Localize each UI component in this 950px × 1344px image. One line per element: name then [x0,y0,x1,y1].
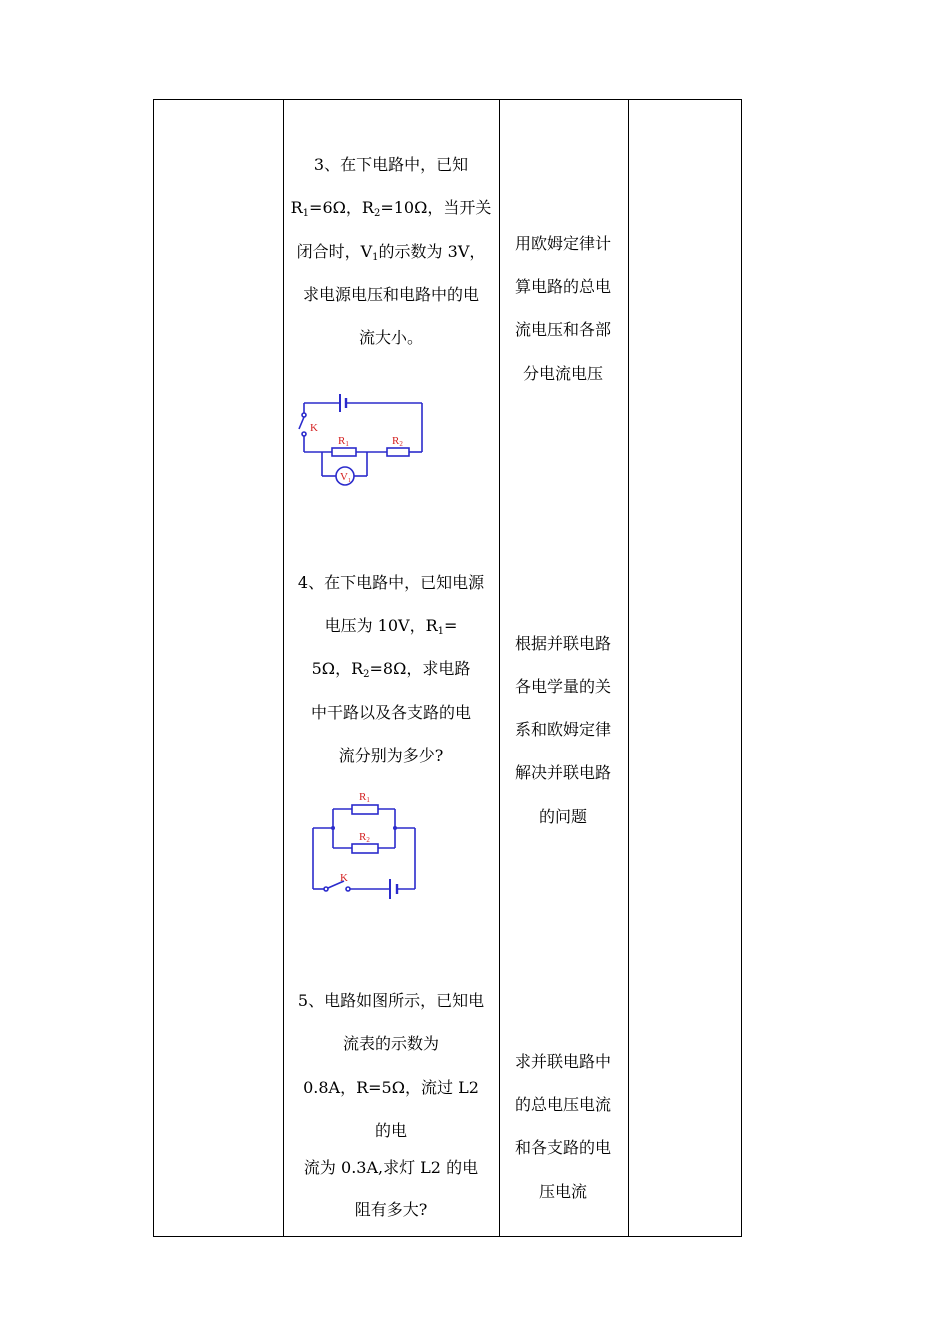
problem-4-note: 解决并联电路 [514,763,611,782]
problem-3-line: 3、在下电路中，已知 [313,155,469,174]
r1-label: R1 [338,435,349,448]
problem-5-note: 的总电压电流 [514,1095,611,1114]
problem-5-line: 0.8A，R=5Ω，流过 L2 [303,1078,479,1097]
switch-label: K [310,422,318,434]
problem-3-note: 流电压和各部 [514,320,611,339]
problem-5-line: 流表的示数为 [342,1034,439,1053]
problem-4-line: 4、在下电路中，已知电源 [297,573,485,592]
problem-4-note: 系和欧姆定律 [514,720,611,739]
problem-4-line: 5Ω，$R_2=8\Omega$，求电路 [311,659,471,680]
problem-5-line: 流为 0.3A,求灯 L2 的电 [303,1158,479,1177]
problem-5-line: 5、电路如图所示，已知电 [297,991,485,1010]
r1-label: R1 [359,791,370,804]
r2-label: R2 [359,831,370,844]
problem-3-note: 算电路的总电 [514,277,611,296]
problem-4-line: 中干路以及各支路的电 [310,703,471,722]
problem-5-note: 压电流 [538,1182,587,1201]
problem-5-note: 和各支路的电 [514,1138,611,1157]
problem-5-line: 的电 [374,1121,407,1140]
voltmeter-label: V1 [340,471,351,484]
series-circuit-diagram [290,385,440,495]
problem-4-note: 根据并联电路 [514,634,611,653]
column-divider [628,100,629,1236]
problem-4-note: 的问题 [538,807,587,826]
switch-label: K [340,872,348,884]
problem-4-line: 流分别为多少? [338,746,444,765]
problem-3-line: $R_1=6\Omega$，$R_2=10\Omega$，当开关 [290,198,492,219]
problem-5-note: 求并联电路中 [514,1052,611,1071]
problem-3-line: 流大小。 [358,328,423,347]
problem-3-line: 求电源电压和电路中的电 [302,285,479,304]
problem-3-note: 用欧姆定律计 [514,234,611,253]
problem-5-line: 阻有多大? [354,1200,428,1219]
problem-4-note: 各电学量的关 [514,677,611,696]
problem-4-line: 电压为 10V，$R_1=$ [324,616,458,637]
parallel-circuit-diagram [305,785,430,905]
r2-label: R2 [392,435,403,448]
problem-3-line: 闭合时，$V_1$的示数为 3V， [296,242,486,263]
problem-3-note: 分电流电压 [522,364,603,383]
